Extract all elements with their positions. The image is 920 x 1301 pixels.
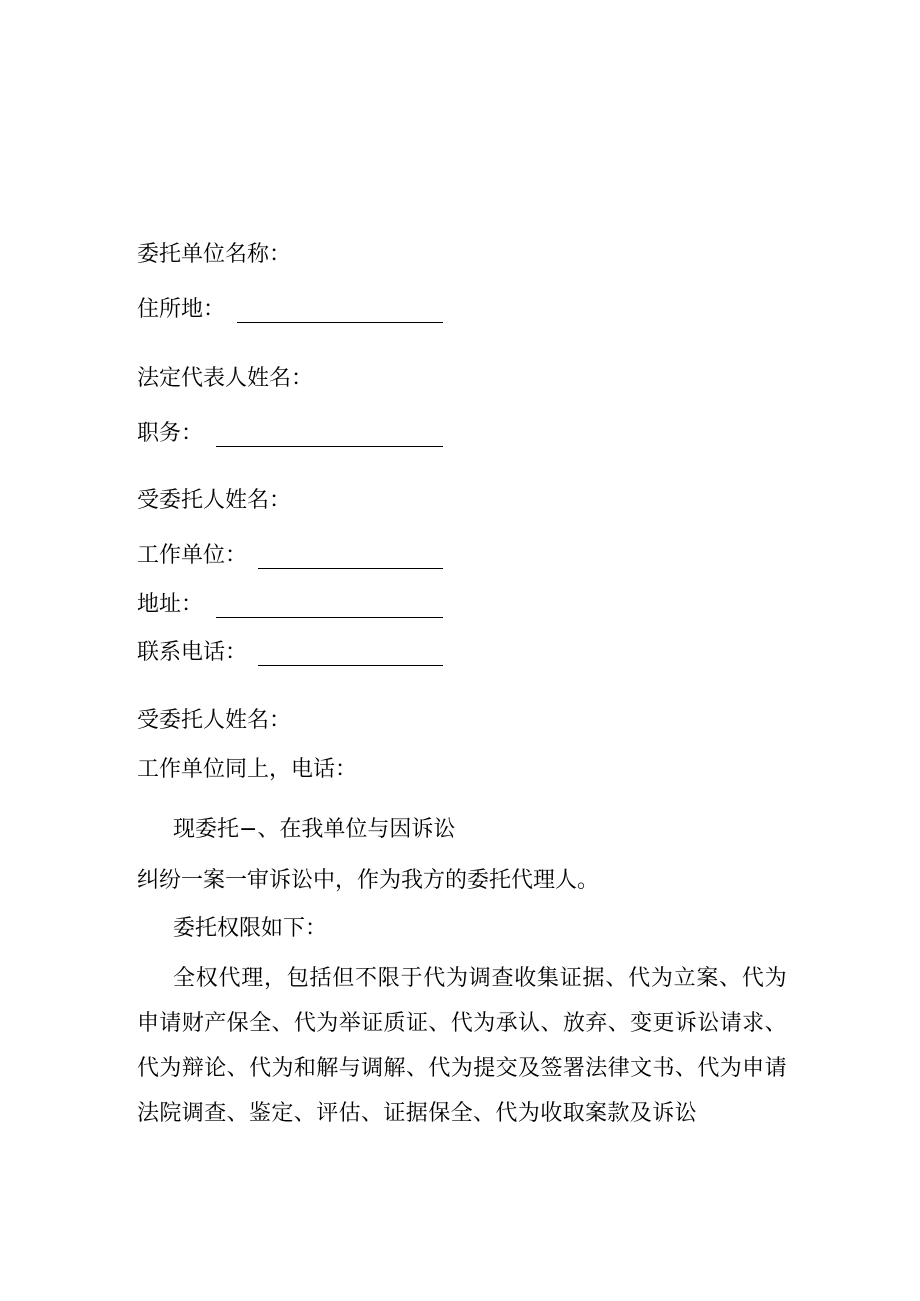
case-text: 纠纷一案一审诉讼中，作为我方的委托代理人。 — [137, 868, 600, 893]
agent1-phone-label: 联系电话： — [137, 640, 248, 665]
position-row — [137, 419, 203, 449]
agent2-workplace-label: 工作单位同上，电话： — [137, 757, 358, 782]
position-label: 职务： — [137, 421, 204, 446]
agent1-address-row — [137, 590, 203, 620]
agent1-workplace-blank-line — [258, 568, 443, 569]
legal-rep-row — [137, 364, 313, 394]
case-line — [137, 866, 599, 896]
agent1-phone-blank-line — [258, 665, 443, 666]
agent1-name-label: 受委托人姓名： — [137, 488, 292, 513]
client-name-label: 委托单位名称： — [137, 242, 292, 267]
client-name-row — [137, 240, 291, 270]
agent1-phone-row — [137, 638, 247, 668]
agent1-name-row — [137, 486, 291, 516]
address-label: 住所地： — [137, 297, 226, 322]
authority-heading: 委托权限如下： — [173, 916, 328, 941]
authority-paragraph: 全权代理，包括但不限于代为调查收集证据、代为立案、代为申请财产保全、代为举证质证、代为承认、放弃、变更诉讼请求、代为辩论、代为和解与调解、代为提交及签署法律文书、代为申请法院调查、鉴定、评估、证据保全、代为收取案款及诉讼 — [137, 966, 787, 1126]
legal-rep-label: 法定代表人姓名： — [137, 366, 314, 391]
agent1-address-blank-line — [216, 617, 443, 618]
agent2-name-label: 受委托人姓名： — [137, 708, 292, 733]
agent1-address-label: 地址： — [137, 592, 204, 617]
address-blank-line — [237, 322, 443, 323]
entrust-text: 现委托−、在我单位与因诉讼 — [173, 817, 456, 842]
authority-heading-line — [173, 914, 327, 944]
agent2-name-row — [137, 706, 291, 736]
entrust-line — [173, 815, 455, 845]
position-blank-line — [216, 446, 443, 447]
address-row — [137, 295, 225, 325]
agent2-workplace-row — [137, 755, 357, 785]
agent1-workplace-row — [137, 541, 247, 571]
agent1-workplace-label: 工作单位： — [137, 543, 248, 568]
